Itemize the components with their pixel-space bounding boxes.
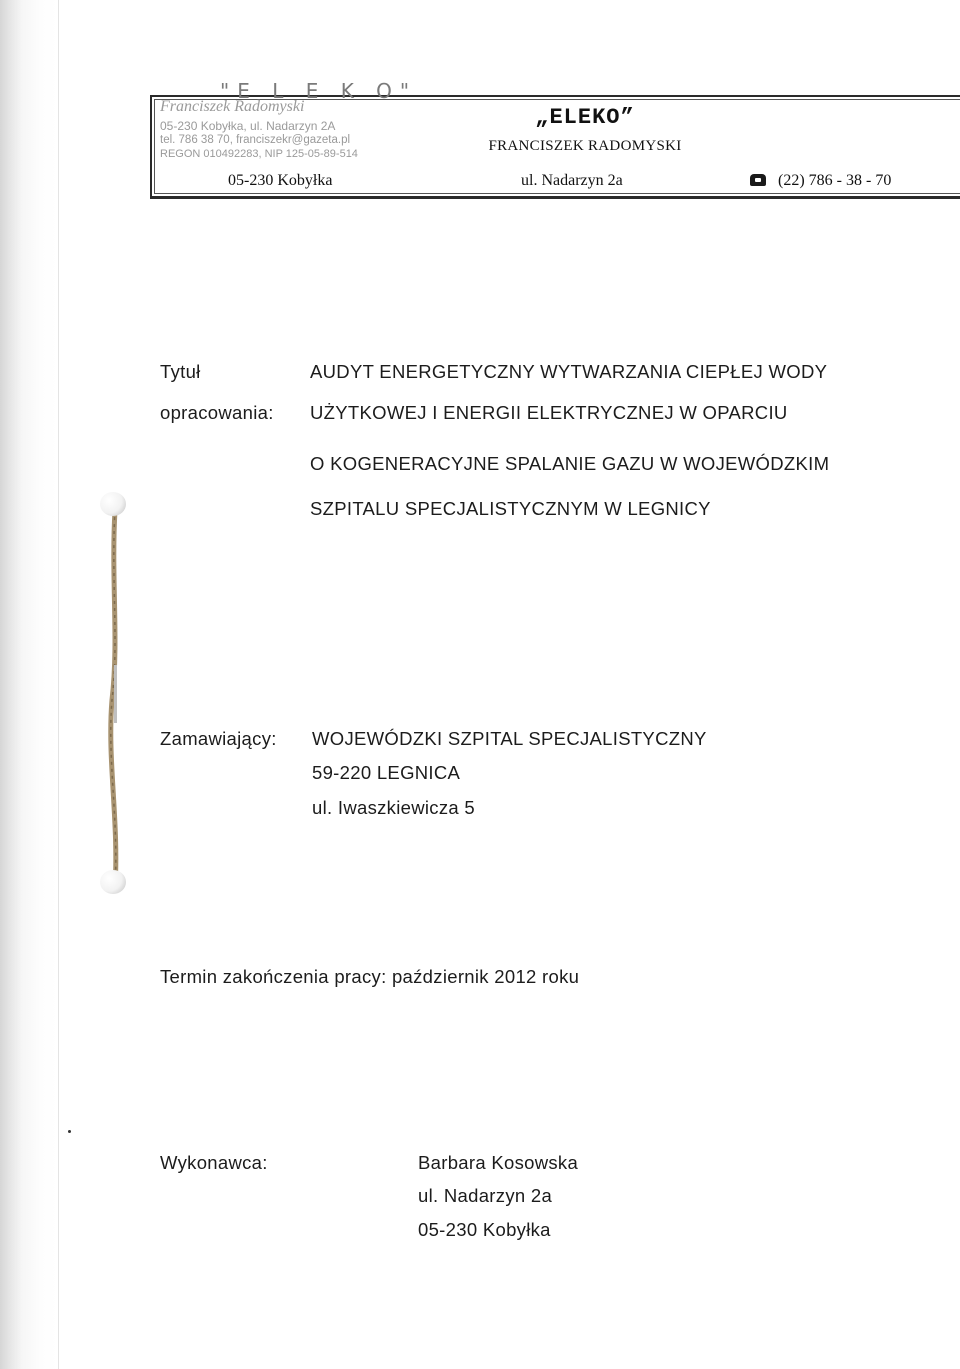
title-label-line1: Tytuł: [160, 361, 201, 382]
binding-clip: [114, 665, 117, 723]
binding-strip: [0, 0, 58, 1369]
stamp-contact: tel. 786 38 70, franciszekr@gazeta.pl: [160, 134, 351, 146]
binding-bead-bottom: [100, 870, 126, 894]
title-line: UŻYTKOWEJ I ENERGII ELEKTRYCZNEJ W OPARCIU: [310, 402, 788, 423]
contractor-label: Wykonawca:: [160, 1152, 268, 1173]
title-line: SZPITALU SPECJALISTYCZNYM W LEGNICY: [310, 498, 711, 519]
contractor-line: 05-230 Kobyłka: [418, 1219, 551, 1240]
header-city: 05-230 Kobyłka: [228, 172, 333, 189]
client-line: ul. Iwaszkiewicza 5: [312, 797, 476, 818]
stamp-address: 05-230 Kobyłka, ul. Nadarzyn 2A: [160, 119, 336, 133]
title-line: O KOGENERACYJNE SPALANIE GAZU W WOJEWÓDZKIM: [310, 453, 830, 474]
title-line: AUDYT ENERGETYCZNY WYTWARZANIA CIEPŁEJ WODY: [310, 361, 828, 382]
company-name: „ELEKO”: [535, 105, 635, 130]
header-phone-number: (22) 786 - 38 - 70: [778, 172, 892, 189]
scan-dot: [68, 1130, 71, 1133]
completion-deadline: Termin zakończenia pracy: październik 2012 roku: [160, 966, 580, 987]
company-owner: FRANCISZEK RADOMYSKI: [488, 138, 682, 154]
stamp-brand: "E L E K O": [220, 79, 418, 103]
header-phone: [750, 172, 891, 190]
contractor-line: ul. Nadarzyn 2a: [418, 1185, 553, 1206]
binding-bead-top: [100, 492, 126, 516]
header-street: ul. Nadarzyn 2a: [521, 172, 623, 189]
client-label: Zamawiający:: [160, 728, 277, 749]
page-edge-line: [58, 0, 59, 1369]
company-block: [460, 105, 710, 155]
stamp-registry: REGON 010492283, NIP 125-05-89-514: [160, 148, 358, 160]
contractor-line: Barbara Kosowska: [418, 1152, 579, 1173]
client-line: WOJEWÓDZKI SZPITAL SPECJALISTYCZNY: [312, 728, 707, 749]
stamp-name: Franciszek Radomyski: [160, 98, 305, 115]
telephone-icon: [750, 174, 766, 186]
title-label-line2: opracowania:: [160, 402, 274, 423]
client-line: 59-220 LEGNICA: [312, 762, 461, 783]
